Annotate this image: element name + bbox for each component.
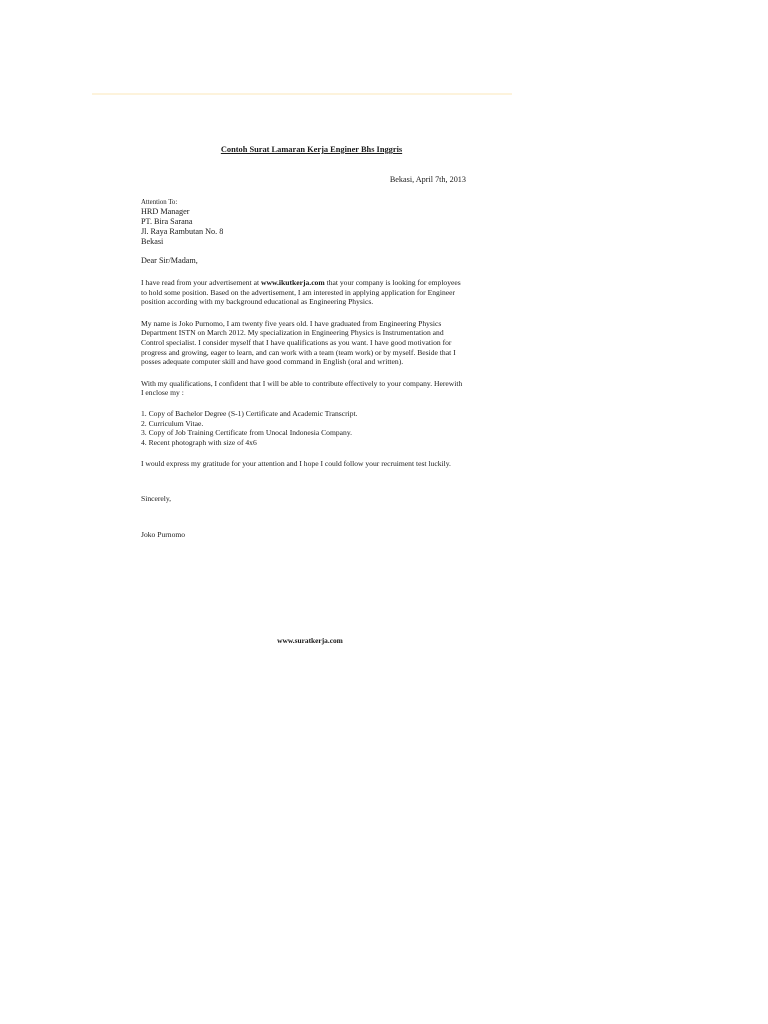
letter-title: Contoh Surat Lamaran Kerja Enginer Bhs Inggris (220, 145, 403, 154)
paragraph-gratitude: I would express my gratitude for your attention and I hope I could follow your recruiment test luckily. (141, 459, 451, 469)
enclosure-list (141, 409, 466, 447)
address-line: PT. Bira Sarana (141, 217, 193, 226)
top-rule (92, 93, 512, 95)
recipient-address (141, 207, 466, 247)
attention-label: Attention To: (141, 199, 178, 206)
paragraph-intro-end: that your company is looking for employees to hold some position. Based on the advertisement, I am interested in applying application for Engineer position according with my background educational as Engineering Physics. (141, 278, 461, 307)
address-line: Jl. Raya Rambutan No. 8 (141, 227, 224, 236)
address-line: HRD Manager (141, 207, 190, 216)
salutation: Dear Sir/Madam, (141, 256, 198, 265)
list-item: 3. Copy of Job Training Certificate from Unocal Indonesia Company. (141, 428, 353, 438)
letter-document (141, 145, 466, 540)
letter-date: Bekasi, April 7th, 2013 (389, 175, 466, 184)
paragraph-intro (141, 278, 466, 307)
signature-name: Joko Purnomo (141, 529, 186, 539)
closing: Sincerely, (141, 493, 172, 503)
address-line: Bekasi (141, 237, 164, 246)
paragraph-profile: My name is Joko Purnomo, I am twenty five years old. I have graduated from Engineering Physics Department ISTN on March 2012. My specialization in Engineering Physics is Instrumentation and Control specialist. I consider myself that I have qualifications as you want. I have good motivation for progress and growing, eager to learn, and can work with a team (team work) or by myself. Beside that I posses adequate computer skill and have good command in English (oral and written). (141, 318, 456, 367)
list-item: 4. Recent photograph with size of 4x6 (141, 437, 257, 447)
list-item: 1. Copy of Bachelor Degree (S-1) Certificate and Academic Transcript. (141, 408, 358, 418)
paragraph-intro-start: I have read from your advertisement at (141, 278, 261, 287)
list-item: 2. Curriculum Vitae. (141, 418, 204, 428)
paragraph-qualifications: With my qualifications, I confident that I will be able to contribute effectively to your company. Herewith I enclose my : (141, 378, 463, 398)
footer-url: www.suratkerja.com (277, 636, 343, 645)
advertisement-link: www.ikutkerja.com (260, 278, 325, 287)
